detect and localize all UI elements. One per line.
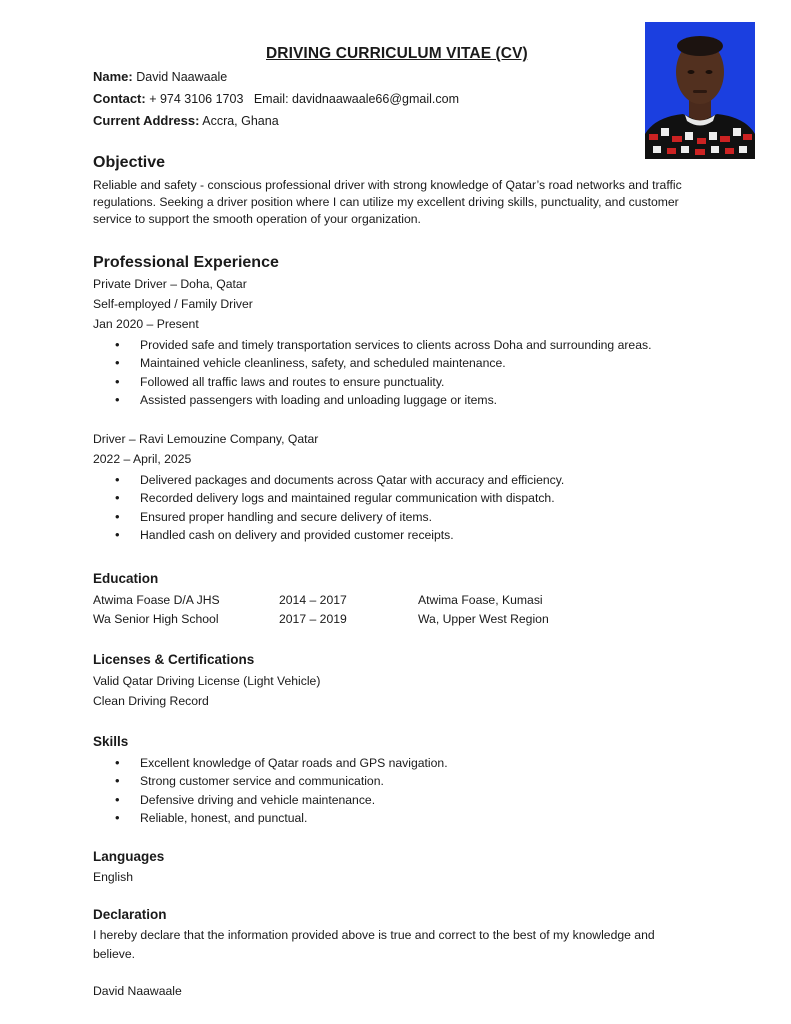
list-item: • Defensive driving and vehicle maintenance. [93, 791, 448, 809]
skills-list [93, 754, 448, 828]
address-label: Current Address: [93, 113, 200, 128]
list-item: • Delivered packages and documents across Qatar with accuracy and efficiency. [93, 471, 564, 489]
skills-heading: Skills [93, 734, 129, 749]
name-label: Name: [93, 69, 133, 84]
license-item: Clean Driving Record [93, 694, 209, 708]
languages-heading: Languages [93, 849, 165, 864]
signature-name: David Naawaale [93, 984, 182, 998]
license-item: Valid Qatar Driving License (Light Vehicle) [93, 674, 321, 688]
job-role: Self-employed / Family Driver [93, 297, 253, 311]
phone-number: + 974 3106 1703 [149, 92, 244, 106]
list-item: • Followed all traffic laws and routes to ensure punctuality. [93, 373, 651, 391]
document-title: DRIVING CURRICULUM VITAE (CV) [266, 45, 528, 62]
education-heading: Education [93, 571, 159, 586]
education-location: Atwima Foase, Kumasi [418, 593, 543, 607]
list-item: • Maintained vehicle cleanliness, safety, and scheduled maintenance. [93, 354, 651, 372]
job-duties-list [93, 336, 651, 410]
declaration-heading: Declaration [93, 907, 167, 922]
job-title: Driver – Ravi Lemouzine Company, Qatar [93, 432, 319, 446]
address-value: Accra, Ghana [202, 114, 279, 128]
candidate-name: David Naawaale [136, 70, 228, 84]
list-item: • Ensured proper handling and secure delivery of items. [93, 508, 564, 526]
email-address: Email: davidnaawaale66@gmail.com [253, 92, 459, 106]
list-item: • Provided safe and timely transportation services to clients across Doha and surrounding areas. [93, 336, 651, 354]
contact-line [93, 91, 459, 106]
licenses-heading: Licenses & Certifications [93, 652, 255, 667]
objective-text: Reliable and safety - conscious professional driver with strong knowledge of Qatar’s road networks and traffic regulations. Seeking a driver position where I can utilize my excellent driving skills, punctuality, and customer service to support the smooth operation of your organization. [93, 178, 682, 226]
profile-photo [645, 22, 755, 159]
experience-heading: Professional Experience [93, 254, 279, 271]
address-line [93, 113, 279, 128]
education-school: Atwima Foase D/A JHS [93, 593, 220, 607]
list-item: • Excellent knowledge of Qatar roads and GPS navigation. [93, 754, 448, 772]
list-item: • Assisted passengers with loading and unloading luggage or items. [93, 391, 651, 409]
list-item: • Reliable, honest, and punctual. [93, 809, 448, 827]
education-years: 2014 – 2017 [279, 593, 347, 607]
education-school: Wa Senior High School [93, 612, 219, 626]
portrait-image [645, 22, 755, 159]
list-item: • Strong customer service and communication. [93, 772, 448, 790]
job-dates: Jan 2020 – Present [93, 317, 199, 331]
declaration-text: I hereby declare that the information provided above is true and correct to the best of my knowledge and believe. [93, 928, 655, 961]
job-duties-list [93, 471, 564, 545]
objective-heading: Objective [93, 154, 166, 171]
name-line [93, 69, 227, 84]
education-location: Wa, Upper West Region [418, 612, 549, 626]
language-item: English [93, 870, 133, 884]
education-years: 2017 – 2019 [279, 612, 347, 626]
list-item: • Handled cash on delivery and provided customer receipts. [93, 526, 564, 544]
contact-label: Contact: [93, 91, 146, 106]
job-dates: 2022 – April, 2025 [93, 452, 192, 466]
job-title: Private Driver – Doha, Qatar [93, 277, 247, 291]
list-item: • Recorded delivery logs and maintained regular communication with dispatch. [93, 489, 564, 507]
